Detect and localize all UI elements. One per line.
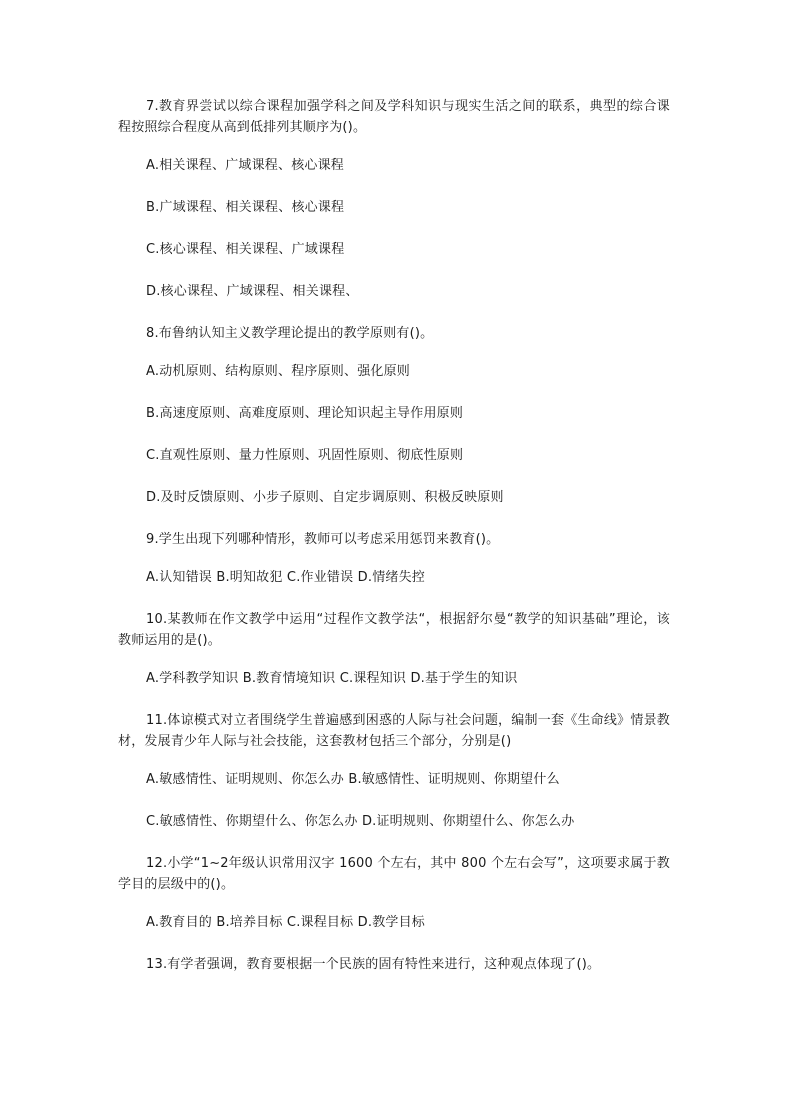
question-9: 9.学生出现下列哪种情形，教师可以考虑采用惩罚来教育()。 [146, 532, 500, 547]
document-body [118, 96, 670, 992]
question-11: 11.体谅模式对立者围绕学生普遍感到困惑的人际与社会问题，编制一套《生命线》情景教材，发展青少年人际与社会技能，这套教材包括三个部分，分别是() [118, 713, 670, 749]
question-10-options: A.学科教学知识 B.教育情境知识 C.课程知识 D.基于学生的知识 [146, 671, 518, 686]
question-8-option-a: A.动机原则、结构原则、程序原则、强化原则 [146, 364, 410, 379]
question-12: 12.小学“1~2年级认识常用汉字 1600 个左右，其中 800 个左右会写”，这项要求属于教学目的层级中的()。 [118, 856, 670, 892]
question-11-options-ab: A.敏感情性、证明规则、你怎么办 B.敏感情性、证明规则、你期望什么 [146, 772, 560, 787]
question-7-option-c: C.核心课程、相关课程、广域课程 [146, 242, 345, 257]
question-7-option-b: B.广域课程、相关课程、核心课程 [146, 200, 345, 215]
question-7-option-d: D.核心课程、广域课程、相关课程、 [146, 284, 359, 299]
question-13: 13.有学者强调，教育要根据一个民族的固有特性来进行，这种观点体现了()。 [146, 957, 601, 972]
question-8: 8.布鲁纳认知主义教学理论提出的教学原则有()。 [146, 326, 434, 341]
question-7-option-a: A.相关课程、广域课程、核心课程 [146, 158, 344, 173]
question-12-options: A.教育目的 B.培养目标 C.课程目标 D.教学目标 [146, 915, 425, 930]
question-9-options: A.认知错误 B.明知故犯 C.作业错误 D.情绪失控 [146, 570, 425, 585]
question-8-option-b: B.高速度原则、高难度原则、理论知识起主导作用原则 [146, 406, 464, 421]
question-8-option-d: D.及时反馈原则、小步子原则、自定步调原则、积极反映原则 [146, 490, 504, 505]
question-7: 7.教育界尝试以综合课程加强学科之间及学科知识与现实生活之间的联系，典型的综合课程按照综合程度从高到低排列其顺序为()。 [118, 99, 670, 135]
question-11-options-cd: C.敏感情性、你期望什么、你怎么办 D.证明规则、你期望什么、你怎么办 [146, 814, 575, 829]
question-8-option-c: C.直观性原则、量力性原则、巩固性原则、彻底性原则 [146, 448, 464, 463]
question-10: 10.某教师在作文教学中运用“过程作文教学法“，根据舒尔曼“教学的知识基础”理论，该教师运用的是()。 [118, 612, 670, 648]
